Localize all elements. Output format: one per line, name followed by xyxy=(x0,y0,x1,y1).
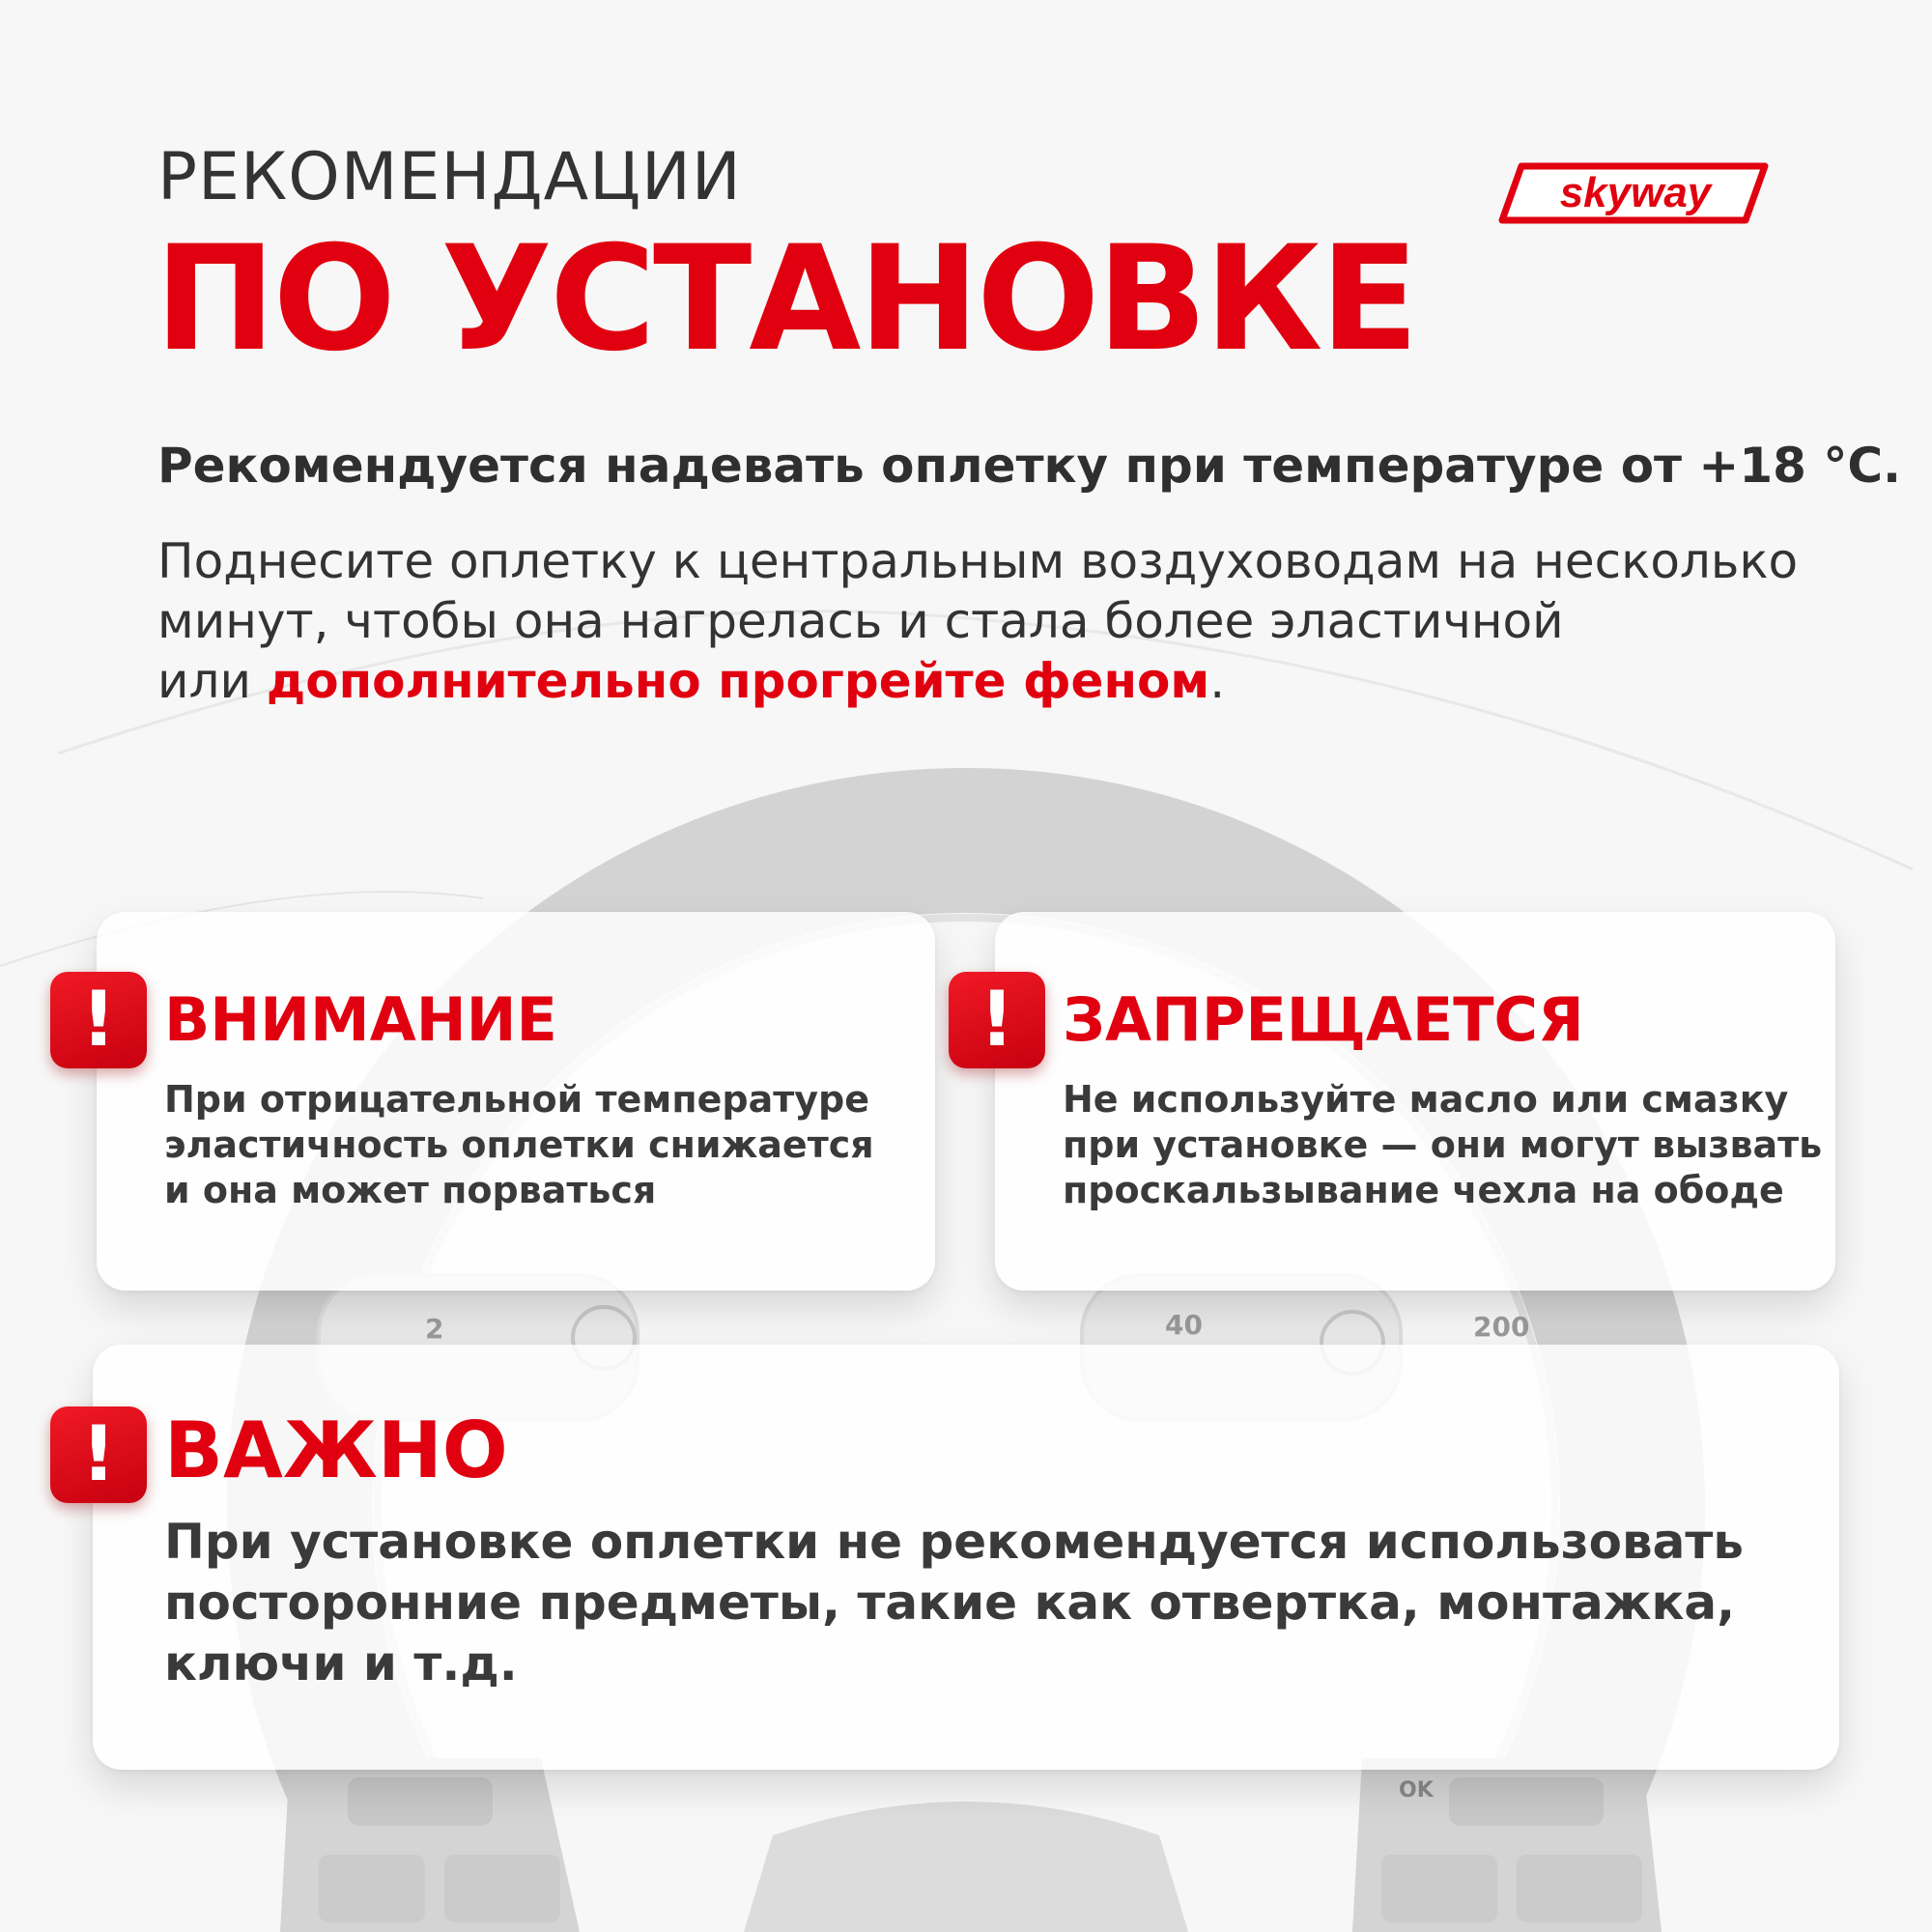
ok-button-label: OK xyxy=(1399,1778,1434,1803)
exclamation-icon: ! xyxy=(50,1406,147,1503)
gauge-label-40: 40 xyxy=(1165,1309,1203,1341)
header-kicker: РЕКОМЕНДАЦИИ xyxy=(157,139,742,215)
forbidden-text: Не используйте масло или смазку при установке — они могут вызвать проскальзывание чехла на ободе xyxy=(1063,1078,1823,1211)
paragraph-line-2: минут, чтобы она нагрелась и стала более эластичной xyxy=(157,593,1564,649)
paragraph-prefix: или xyxy=(157,653,267,709)
exclamation-icon: ! xyxy=(50,972,147,1068)
exclamation-icon: ! xyxy=(949,972,1045,1068)
gauge-label-2: 2 xyxy=(425,1313,444,1345)
forbidden-title: ЗАПРЕЩАЕТСЯ xyxy=(1063,984,1584,1055)
page-title: ПО УСТАНОВКЕ xyxy=(155,215,1416,384)
skyway-logo xyxy=(1492,158,1773,228)
paragraph-accent: дополнительно прогрейте феном xyxy=(266,653,1210,709)
logo-text: skyway xyxy=(1559,169,1712,216)
attention-title: ВНИМАНИЕ xyxy=(164,984,557,1055)
paragraph-line-1: Поднесите оплетку к центральным воздуховодам на несколько xyxy=(157,533,1799,589)
attention-text: При отрицательной температуре эластичность оплетки снижается и она может порваться xyxy=(164,1078,874,1211)
paragraph-suffix: . xyxy=(1209,653,1226,709)
important-text: При установке оплетки не рекомендуется использовать посторонние предметы, такие как отвертка, монтажка, ключи и т.д. xyxy=(164,1514,1744,1691)
paragraph-line-3 xyxy=(157,651,1838,711)
important-title: ВАЖНО xyxy=(164,1406,508,1495)
gauge-label-200: 200 xyxy=(1473,1311,1530,1343)
lead-text: Рекомендуется надевать оплетку при температуре от +18 °С. xyxy=(157,438,1902,494)
intro-paragraph xyxy=(157,531,1838,711)
